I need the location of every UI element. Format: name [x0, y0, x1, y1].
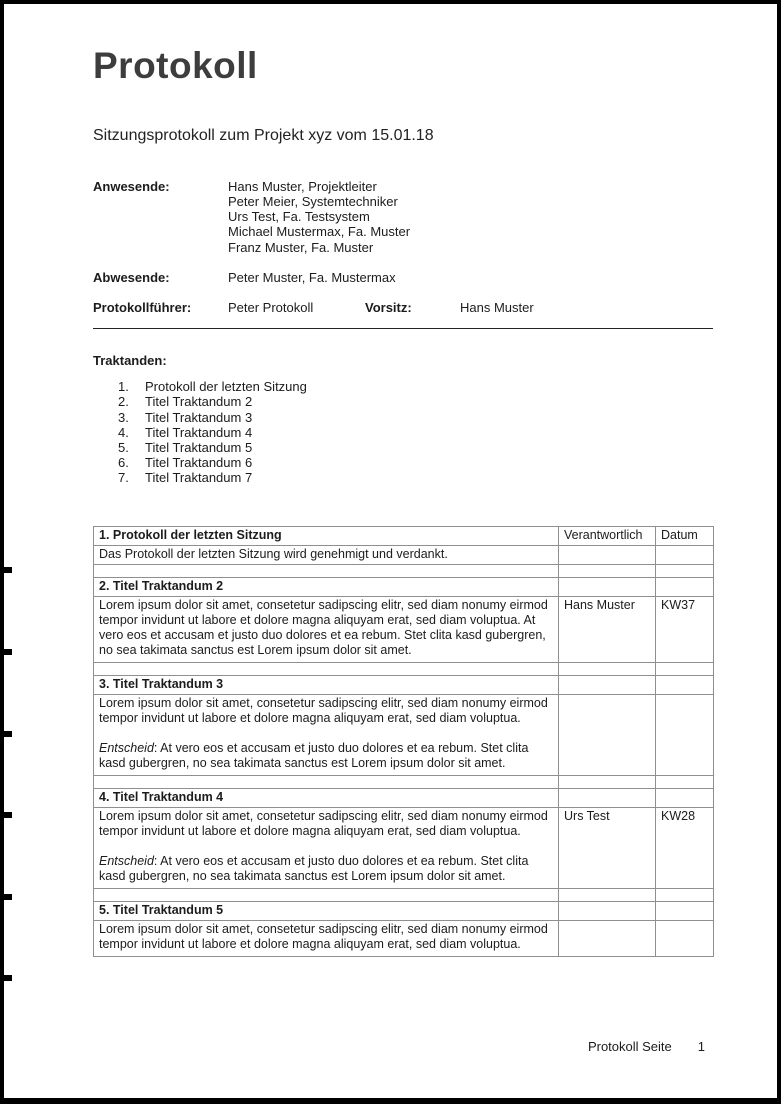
datum-cell: KW28	[656, 807, 714, 888]
empty-cell	[559, 888, 656, 901]
item-number: 2.	[118, 394, 129, 410]
abwesende-value: Peter Muster, Fa. Mustermax	[228, 269, 396, 285]
entscheid-paragraph	[99, 854, 554, 884]
verantwortlich-cell: Hans Muster	[559, 596, 656, 662]
empty-cell	[656, 662, 714, 675]
verantwortlich-cell	[559, 920, 656, 956]
section-body-row	[94, 596, 714, 662]
entscheid-text: : At vero eos et accusam et justo duo dolores et ea rebum. Stet clita kasd gubergren, no sea takimata sanctus est Lorem ipsum dolor sit amet.	[99, 853, 529, 883]
page-number: 1	[697, 1039, 705, 1054]
traktanden-section	[93, 353, 712, 485]
item-number: 5.	[118, 439, 129, 455]
section-body-row	[94, 807, 714, 888]
section-title-row	[94, 675, 714, 694]
item-text: Titel Traktandum 3	[145, 409, 253, 425]
document-content	[4, 4, 777, 957]
empty-cell	[559, 662, 656, 675]
traktanden-item	[93, 470, 712, 485]
traktanden-item	[93, 425, 712, 440]
spacer-row	[94, 564, 714, 577]
empty-cell	[94, 775, 559, 788]
document-subtitle: Sitzungsprotokoll zum Projekt xyz vom 15.01.18	[93, 126, 434, 144]
anwesende-row	[93, 179, 712, 255]
column-header-datum: Datum	[656, 526, 714, 545]
section-title: 5. Titel Traktandum 5	[94, 901, 559, 920]
traktanden-item	[93, 455, 712, 470]
section-body	[94, 694, 559, 775]
item-number: 4.	[118, 424, 129, 440]
meta-section	[93, 179, 712, 315]
datum-cell	[656, 694, 714, 775]
protokollfuehrer-label: Protokollführer:	[93, 299, 192, 315]
item-number: 7.	[118, 470, 129, 486]
body-paragraph: Lorem ipsum dolor sit amet, consetetur sadipscing elitr, sed diam nonumy eirmod tempor invidunt ut labore et dolore magna aliquyam erat, sed diam voluptua. At vero eos et accusam et justo duo dolores et ea rebum. Stet clita kasd gubergren, no sea takimata sanctus est Lorem ipsum dolor sit amet.	[99, 597, 548, 657]
entscheid-paragraph	[99, 741, 554, 771]
empty-cell	[559, 901, 656, 920]
table-header-row	[94, 526, 714, 545]
entscheid-label: Entscheid	[99, 740, 154, 755]
body-paragraph: Lorem ipsum dolor sit amet, consetetur sadipscing elitr, sed diam nonumy eirmod tempor invidunt ut labore et dolore magna aliquyam erat, sed diam voluptua.	[99, 921, 548, 951]
item-text: Titel Traktandum 6	[145, 455, 253, 471]
section-title: 2. Titel Traktandum 2	[94, 577, 559, 596]
empty-cell	[559, 564, 656, 577]
item-text: Titel Traktandum 5	[145, 439, 253, 455]
traktanden-item	[93, 410, 712, 425]
body-paragraph: Lorem ipsum dolor sit amet, consetetur sadipscing elitr, sed diam nonumy eirmod tempor invidunt ut labore et dolore magna aliquyam erat, sed diam voluptua.	[99, 695, 548, 725]
section-title: 4. Titel Traktandum 4	[94, 788, 559, 807]
attendee: Michael Mustermax, Fa. Muster	[228, 224, 411, 240]
empty-cell	[559, 675, 656, 694]
empty-cell	[94, 888, 559, 901]
empty-cell	[656, 788, 714, 807]
section-body: Das Protokoll der letzten Sitzung wird genehmigt und verdankt.	[94, 545, 559, 564]
section-body	[94, 596, 559, 662]
verantwortlich-cell	[559, 694, 656, 775]
section-title-row	[94, 577, 714, 596]
vorsitz-value: Hans Muster	[460, 299, 534, 315]
scan-artifact	[4, 812, 12, 818]
item-number: 6.	[118, 455, 129, 471]
protocol-table	[93, 526, 714, 957]
item-text: Titel Traktandum 7	[145, 470, 253, 486]
item-text: Titel Traktandum 4	[145, 424, 253, 440]
scan-artifact	[4, 975, 12, 981]
attendee: Hans Muster, Projektleiter	[228, 178, 377, 194]
section-title-row	[94, 788, 714, 807]
section-title-row	[94, 901, 714, 920]
section-title: 3. Titel Traktandum 3	[94, 675, 559, 694]
protokollfuehrer-value: Peter Protokoll	[228, 299, 314, 315]
item-number: 3.	[118, 409, 129, 425]
traktanden-list	[93, 379, 712, 485]
verantwortlich-cell: Urs Test	[559, 807, 656, 888]
section-body-row	[94, 694, 714, 775]
empty-cell	[656, 564, 714, 577]
anwesende-list	[228, 179, 410, 255]
section-body	[94, 920, 559, 956]
empty-cell	[656, 901, 714, 920]
datum-cell: KW37	[656, 596, 714, 662]
traktanden-item	[93, 440, 712, 455]
abwesende-row	[93, 270, 712, 285]
body-paragraph: Lorem ipsum dolor sit amet, consetetur sadipscing elitr, sed diam nonumy eirmod tempor invidunt ut labore et dolore magna aliquyam erat, sed diam voluptua.	[99, 808, 548, 838]
empty-cell	[559, 577, 656, 596]
footer-label: Protokoll Seite	[587, 1039, 672, 1054]
divider-rule	[93, 328, 713, 329]
section-title: 1. Protokoll der letzten Sitzung	[94, 526, 559, 545]
attendee: Urs Test, Fa. Testsystem	[228, 209, 370, 225]
page-footer	[588, 1039, 705, 1054]
scan-artifact	[4, 731, 12, 737]
item-text: Protokoll der letzten Sitzung	[145, 379, 307, 395]
scan-artifact	[4, 894, 12, 900]
entscheid-label: Entscheid	[99, 853, 154, 868]
empty-cell	[656, 675, 714, 694]
attendee: Peter Meier, Systemtechniker	[228, 193, 398, 209]
traktanden-item	[93, 394, 712, 409]
verantwortlich-cell	[559, 545, 656, 564]
empty-cell	[656, 577, 714, 596]
column-header-verantwortlich: Verantwortlich	[559, 526, 656, 545]
empty-cell	[559, 788, 656, 807]
attendee: Franz Muster, Fa. Muster	[228, 239, 374, 255]
section-body-row	[94, 920, 714, 956]
datum-cell	[656, 920, 714, 956]
empty-cell	[559, 775, 656, 788]
document-title: Protokoll	[93, 45, 258, 86]
empty-cell	[656, 888, 714, 901]
empty-cell	[94, 662, 559, 675]
item-number: 1.	[118, 379, 129, 395]
datum-cell	[656, 545, 714, 564]
abwesende-label: Abwesende:	[93, 269, 170, 285]
section-body	[94, 807, 559, 888]
scan-artifact	[4, 567, 12, 573]
anwesende-label: Anwesende:	[93, 178, 170, 194]
empty-cell	[656, 775, 714, 788]
item-text: Titel Traktandum 2	[145, 394, 253, 410]
spacer-row	[94, 888, 714, 901]
spacer-row	[94, 662, 714, 675]
protokollfuehrer-row	[93, 300, 712, 315]
traktanden-label: Traktanden:	[93, 353, 167, 369]
entscheid-text: : At vero eos et accusam et justo duo dolores et ea rebum. Stet clita kasd gubergren, no sea takimata sanctus est Lorem ipsum dolor sit amet.	[99, 740, 529, 770]
empty-cell	[94, 564, 559, 577]
traktanden-item	[93, 379, 712, 394]
section-body-row	[94, 545, 714, 564]
scan-artifact	[4, 649, 12, 655]
spacer-row	[94, 775, 714, 788]
vorsitz-label: Vorsitz:	[365, 299, 412, 315]
